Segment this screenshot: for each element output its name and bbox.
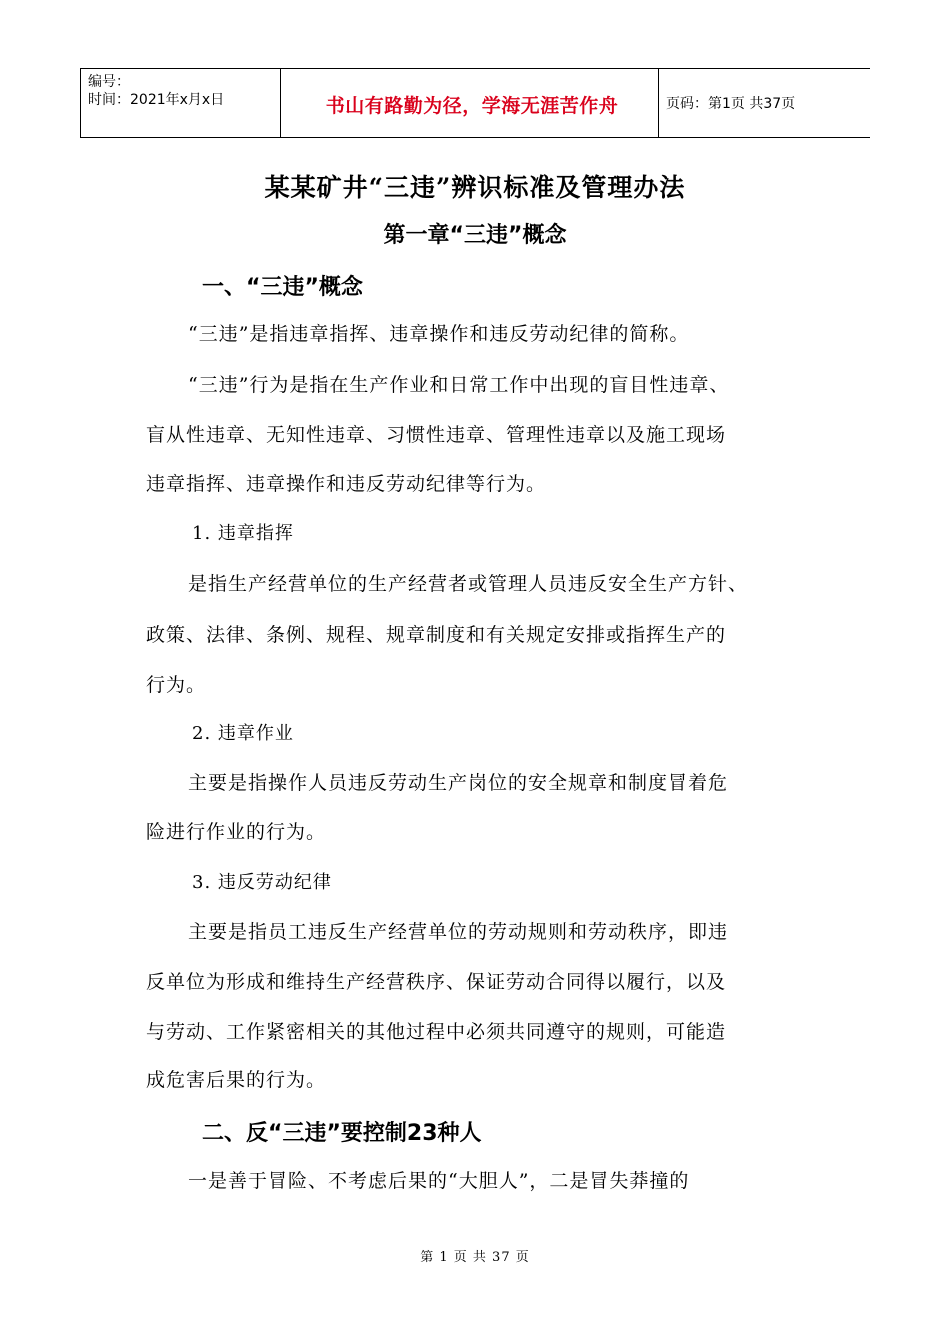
paragraph-line: 违章指挥、违章操作和违反劳动纪律等行为。 (146, 473, 547, 495)
header-divider (280, 69, 281, 137)
time-label: 时间：2021年x月x日 (88, 92, 225, 108)
number-label: 编号： (88, 74, 130, 90)
subsection-heading: 1. 违章指挥 (192, 523, 294, 544)
paragraph-line: 主要是指员工违反生产经营单位的劳动规则和劳动秩序，即违 (188, 921, 729, 943)
paragraph-line: 政策、法律、条例、规程、规章制度和有关规定安排或指挥生产的 (146, 624, 727, 646)
paragraph-line: 一是善于冒险、不考虑后果的“大胆人”，二是冒失莽撞的 (188, 1170, 690, 1192)
header-table (80, 68, 870, 138)
subsection-heading: 3. 违反劳动纪律 (192, 872, 332, 893)
header-divider (80, 69, 81, 137)
paragraph-line: 险进行作业的行为。 (146, 821, 327, 843)
paragraph-line: 盲从性违章、无知性违章、习惯性违章、管理性违章以及施工现场 (146, 424, 727, 446)
page-footer: 第 1 页 共 37 页 (420, 1250, 530, 1265)
header-motto: 书山有路勤为径，学海无涯苦作舟 (325, 95, 619, 117)
paragraph-line: 成危害后果的行为。 (146, 1069, 327, 1091)
section-heading: 二、反“三违”要控制23种人 (202, 1121, 482, 1146)
paragraph-line: 行为。 (146, 674, 207, 696)
subsection-heading: 2. 违章作业 (192, 723, 294, 744)
paragraph-line: “三违”是指违章指挥、违章操作和违反劳动纪律的简称。 (188, 323, 690, 345)
paragraph-line: 与劳动、工作紧密相关的其他过程中必须共同遵守的规则，可能造 (146, 1021, 727, 1043)
header-page-info: 页码：第1页 共37页 (666, 96, 796, 112)
paragraph-line: 是指生产经营单位的生产经营者或管理人员违反安全生产方针、 (188, 573, 749, 595)
paragraph-line: 反单位为形成和维持生产经营秩序、保证劳动合同得以履行，以及 (146, 971, 727, 993)
document-title: 某某矿井“三违”辨识标准及管理办法 (264, 173, 686, 202)
paragraph-line: “三违”行为是指在生产作业和日常工作中出现的盲目性违章、 (188, 374, 730, 396)
section-heading: 一、“三违”概念 (202, 275, 363, 300)
header-divider (658, 69, 659, 137)
chapter-title: 第一章“三违”概念 (383, 223, 567, 248)
header-meta (88, 73, 224, 109)
paragraph-line: 主要是指操作人员违反劳动生产岗位的安全规章和制度冒着危 (188, 772, 729, 794)
